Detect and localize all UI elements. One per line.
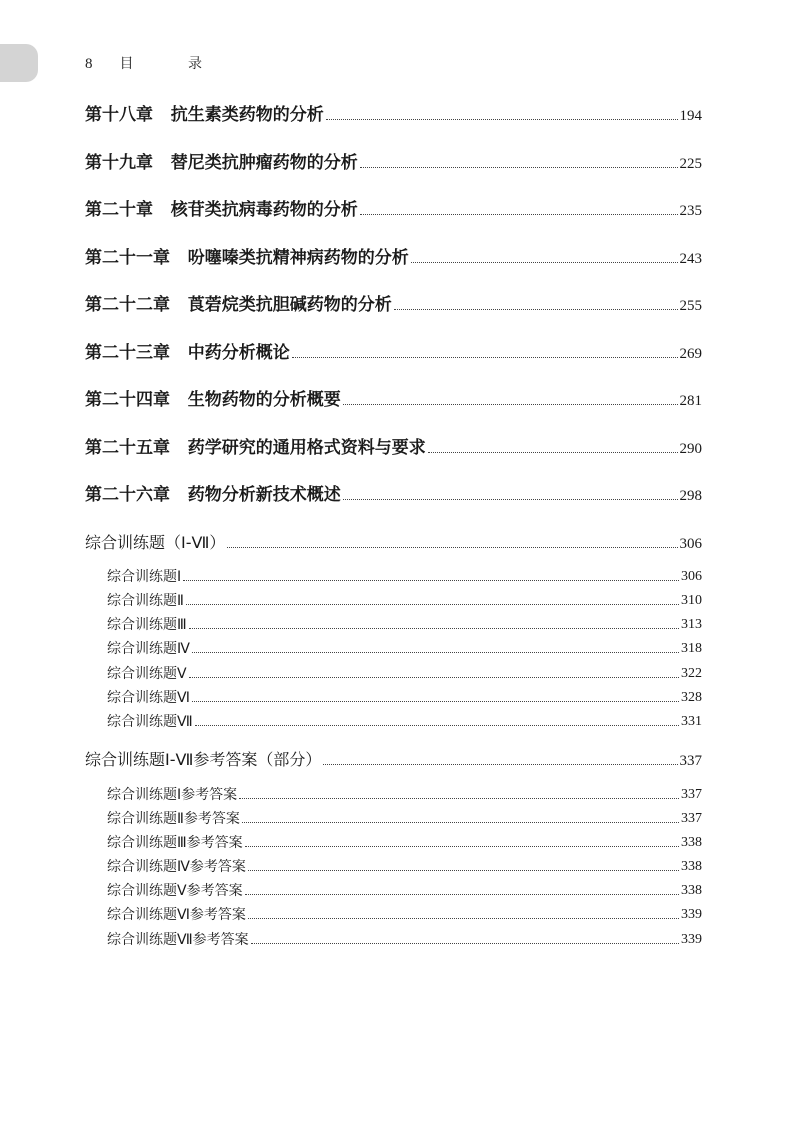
toc-entry-page: 298 — [679, 488, 702, 504]
toc-entry-label: 综合训练题Ⅲ参考答案 — [107, 835, 243, 851]
toc-entry-label: 综合训练题Ⅰ — [107, 569, 182, 585]
toc-entry-page: 225 — [679, 156, 702, 172]
page-edge-tab — [0, 44, 38, 82]
toc-entry-page: 290 — [679, 441, 702, 457]
toc-subentry-answer-7[interactable] — [107, 929, 702, 949]
toc-subentry-exercise-1[interactable] — [107, 566, 702, 586]
dot-leader — [360, 214, 678, 215]
toc-entry-label: 综合训练题Ⅳ — [107, 641, 190, 657]
toc-entry-page: 338 — [681, 883, 702, 898]
dot-leader — [189, 677, 679, 678]
toc-entry-page: 306 — [681, 569, 702, 584]
toc-entry-page: 339 — [681, 907, 702, 922]
dot-leader — [326, 119, 678, 120]
toc-entry-label: 第二十六章 药物分析新技术概述 — [85, 485, 341, 505]
toc-subentry-answer-2[interactable] — [107, 808, 702, 828]
toc-entry-label: 综合训练题Ⅳ参考答案 — [107, 859, 246, 875]
dot-leader — [343, 499, 678, 500]
toc-entry-label: 综合训练题（Ⅰ-Ⅶ） — [85, 533, 226, 552]
toc-entry-label: 第二十四章 生物药物的分析概要 — [85, 390, 341, 410]
dot-leader — [394, 309, 678, 310]
toc-entry-label: 综合训练题Ⅴ参考答案 — [107, 883, 243, 899]
dot-leader — [239, 798, 679, 799]
dot-leader — [242, 822, 679, 823]
toc-entry-label: 第二十一章 吩噻嗪类抗精神病药物的分析 — [85, 248, 409, 268]
toc-entry-label: 综合训练题Ⅵ — [107, 690, 190, 706]
toc-entry-chapter-23[interactable] — [85, 340, 702, 364]
dot-leader — [360, 167, 678, 168]
toc-subentry-exercise-4[interactable] — [107, 638, 702, 658]
toc-entry-page: 331 — [681, 714, 702, 729]
toc-entry-page: 313 — [681, 617, 702, 632]
dot-leader — [292, 357, 678, 358]
toc-entry-label: 综合训练题Ⅰ-Ⅶ参考答案（部分） — [85, 750, 322, 769]
toc-entry-page: 337 — [681, 811, 702, 826]
toc-entry-label: 第二十三章 中药分析概论 — [85, 343, 290, 363]
dot-leader — [189, 628, 679, 629]
toc-subentry-answer-6[interactable] — [107, 904, 702, 924]
running-header — [85, 53, 227, 73]
toc-entry-chapter-22[interactable] — [85, 292, 702, 316]
toc-entry-label: 第十八章 抗生素类药物的分析 — [85, 105, 324, 125]
dot-leader — [411, 262, 678, 263]
toc-entry-page: 338 — [681, 859, 702, 874]
toc-entry-answers[interactable] — [85, 747, 702, 771]
toc-entry-label: 第十九章 替尼类抗肿瘤药物的分析 — [85, 153, 358, 173]
toc-entry-page: 337 — [681, 787, 702, 802]
dot-leader — [323, 764, 677, 765]
toc-entry-page: 328 — [681, 690, 702, 705]
toc-entry-label: 综合训练题Ⅱ — [107, 593, 184, 609]
toc-subentry-exercise-5[interactable] — [107, 663, 702, 683]
dot-leader — [251, 943, 679, 944]
toc-entry-label: 第二十章 核苷类抗病毒药物的分析 — [85, 200, 358, 220]
toc-entry-exercises[interactable] — [85, 530, 702, 554]
dot-leader — [245, 894, 679, 895]
toc-subentry-answer-1[interactable] — [107, 784, 702, 804]
toc-entry-label: 综合训练题Ⅵ参考答案 — [107, 907, 246, 923]
dot-leader — [343, 404, 678, 405]
toc-entry-page: 243 — [679, 251, 702, 267]
dot-leader — [248, 918, 679, 919]
dot-leader — [186, 604, 679, 605]
toc-entry-label: 综合训练题Ⅲ — [107, 617, 187, 633]
toc-entry-label: 综合训练题Ⅰ参考答案 — [107, 787, 238, 803]
toc-entry-label: 综合训练题Ⅶ — [107, 714, 193, 730]
toc-entry-page: 322 — [681, 666, 702, 681]
toc-subentry-answer-4[interactable] — [107, 856, 702, 876]
toc-entry-label: 综合训练题Ⅱ参考答案 — [107, 811, 240, 827]
toc-entry-page: 318 — [681, 641, 702, 656]
toc-entry-chapter-18[interactable] — [85, 102, 702, 126]
toc-entry-label: 综合训练题Ⅴ — [107, 666, 187, 682]
toc-entry-chapter-20[interactable] — [85, 197, 702, 221]
dot-leader — [195, 725, 679, 726]
toc-entry-chapter-21[interactable] — [85, 245, 702, 269]
dot-leader — [245, 846, 679, 847]
toc-entry-chapter-25[interactable] — [85, 435, 702, 459]
toc-entry-page: 306 — [679, 536, 702, 552]
toc-entry-label: 第二十二章 莨菪烷类抗胆碱药物的分析 — [85, 295, 392, 315]
toc-entry-label: 第二十五章 药学研究的通用格式资料与要求 — [85, 438, 426, 458]
toc-entry-page: 337 — [679, 753, 702, 769]
toc-subentry-answer-5[interactable] — [107, 880, 702, 900]
header-title: 目 录 — [119, 56, 227, 72]
toc-entry-chapter-24[interactable] — [85, 387, 702, 411]
toc-entry-page: 269 — [679, 346, 702, 362]
toc-entry-label: 综合训练题Ⅶ参考答案 — [107, 932, 249, 948]
toc-entry-page: 255 — [679, 298, 702, 314]
toc-subentry-exercise-2[interactable] — [107, 590, 702, 610]
toc-entry-page: 338 — [681, 835, 702, 850]
toc-entry-chapter-26[interactable] — [85, 482, 702, 506]
toc-entry-page: 339 — [681, 932, 702, 947]
toc-subentry-exercise-3[interactable] — [107, 614, 702, 634]
toc-subentry-answer-3[interactable] — [107, 832, 702, 852]
toc-entry-page: 194 — [679, 108, 702, 124]
toc-entry-page: 281 — [679, 393, 702, 409]
dot-leader — [192, 652, 679, 653]
dot-leader — [227, 547, 677, 548]
dot-leader — [428, 452, 678, 453]
dot-leader — [248, 870, 679, 871]
dot-leader — [192, 701, 679, 702]
toc-entry-chapter-19[interactable] — [85, 150, 702, 174]
dot-leader — [183, 580, 679, 581]
page-number: 8 — [85, 56, 93, 72]
toc-entry-page: 310 — [681, 593, 702, 608]
toc-subentry-exercise-7[interactable] — [107, 711, 702, 731]
toc-entry-page: 235 — [679, 203, 702, 219]
toc-subentry-exercise-6[interactable] — [107, 687, 702, 707]
